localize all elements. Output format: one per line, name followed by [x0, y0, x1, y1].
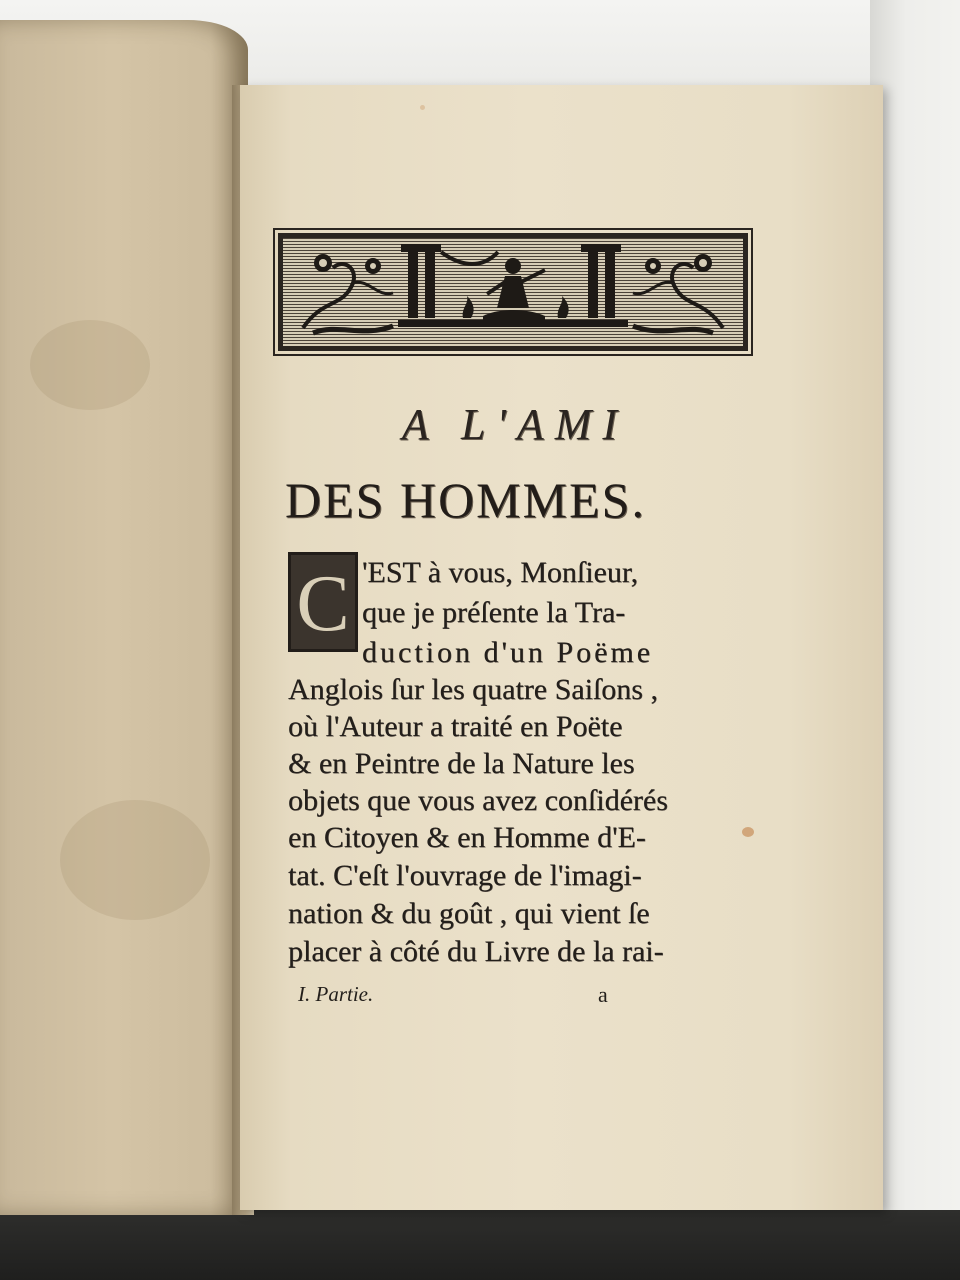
body-text-line: où l'Auteur a traité en Poëte: [288, 710, 623, 743]
body-text-line: objets que vous avez conſidérés: [288, 784, 668, 817]
signature-line: I. Partie.: [298, 982, 374, 1006]
background-bottom: [0, 1210, 960, 1280]
dedication-heading-line2: DES HOMMES.: [285, 472, 646, 528]
woodcut-headpiece-icon: [278, 233, 748, 351]
body-text-line: placer à côté du Livre de la rai-: [288, 935, 664, 968]
body-text-line: Anglois ſur les quatre Saiſons ,: [288, 673, 658, 706]
signature-mark: a: [598, 982, 608, 1007]
drop-cap-letter: C: [296, 560, 350, 648]
paper-stain: [30, 320, 150, 410]
background-right: [870, 0, 960, 1280]
body-text-line: nation & du goût , qui vient ſe: [288, 897, 650, 930]
paper-stain: [60, 800, 210, 920]
headpiece-illustration: [283, 238, 743, 346]
body-text-line: tat. C'eſt l'ouvrage de l'imagi-: [288, 859, 642, 892]
body-text-line: & en Peintre de la Nature les: [288, 747, 635, 780]
ornamental-drop-cap: [288, 552, 358, 652]
body-text-line: que je préſente la Tra-: [362, 596, 626, 629]
left-page: [0, 20, 248, 1215]
dedication-heading-line1: A L'AMI: [401, 400, 629, 449]
foxing-spot: [742, 827, 754, 837]
foxing-spot: [420, 105, 425, 110]
body-text-line: en Citoyen & en Homme d'E-: [288, 821, 646, 854]
body-text-line: duction d'un Poëme: [362, 636, 654, 669]
body-text-line: 'EST à vous, Monſieur,: [362, 556, 639, 589]
